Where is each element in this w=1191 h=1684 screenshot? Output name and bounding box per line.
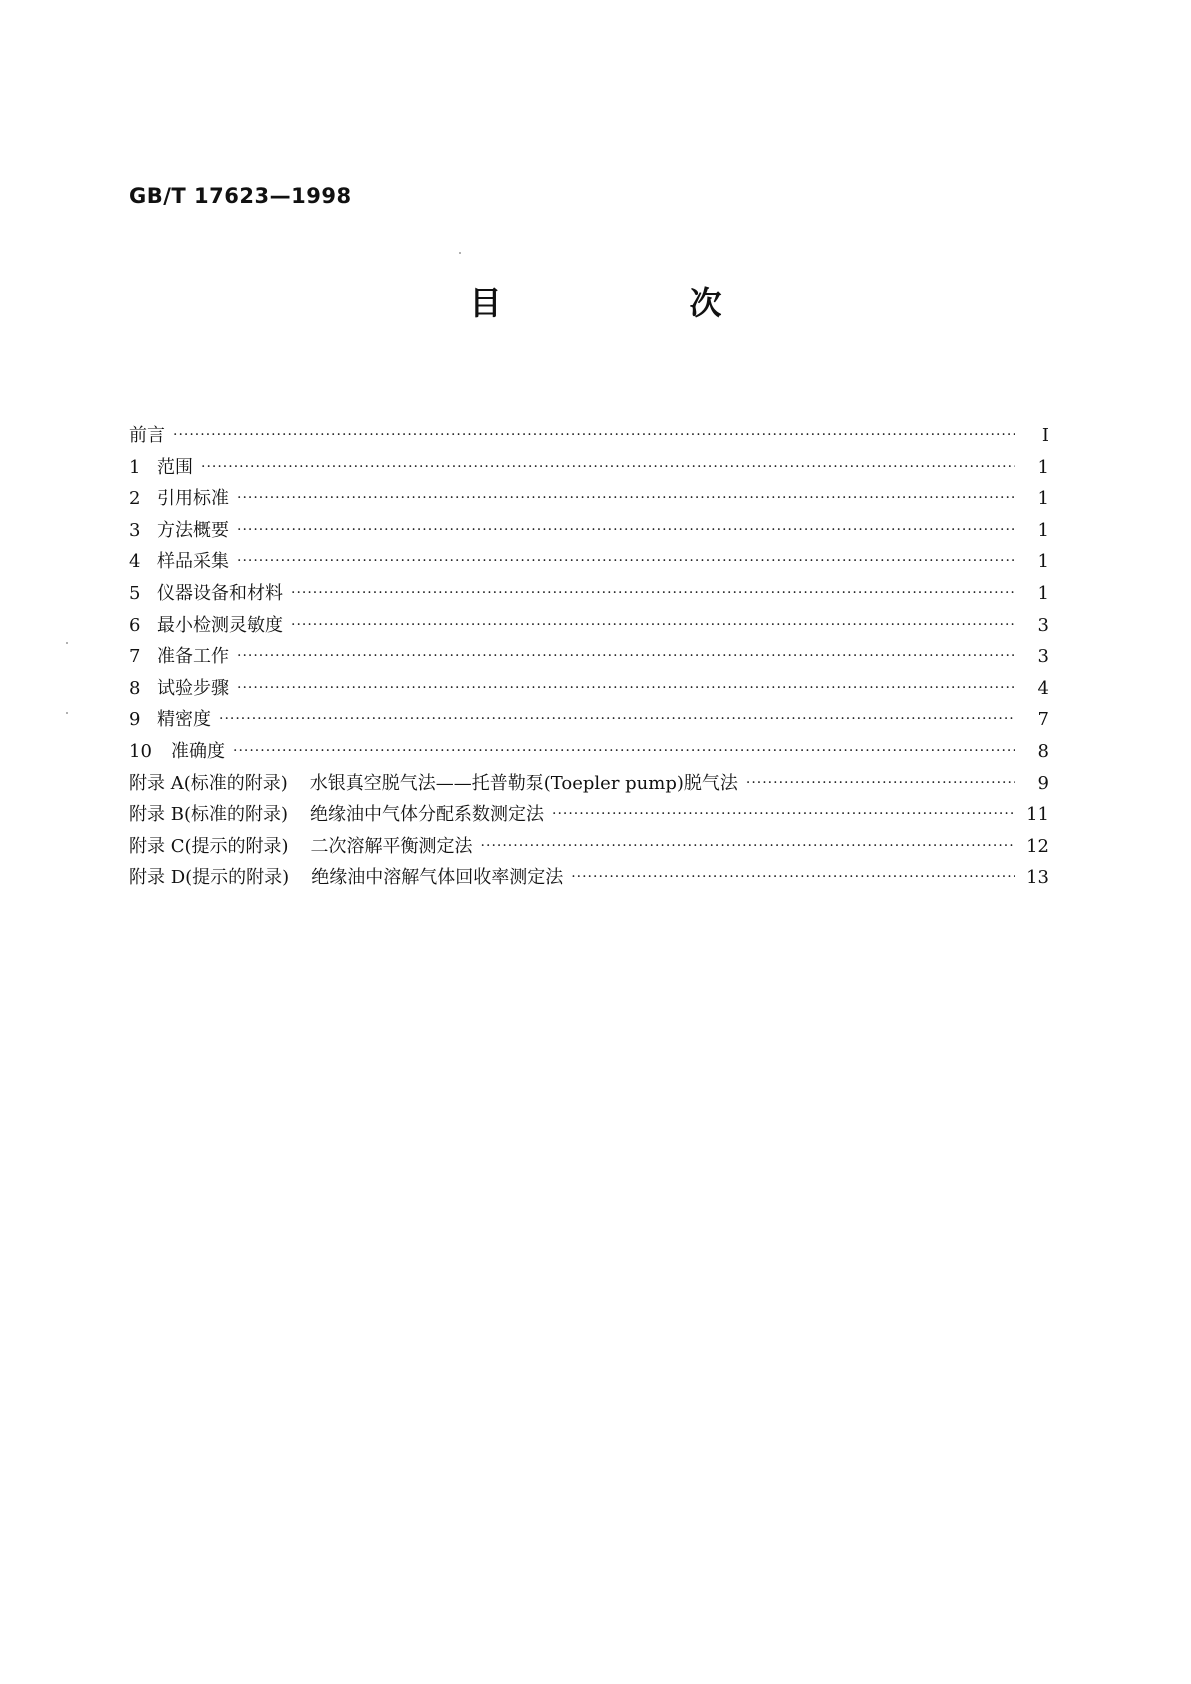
toc-entry-number: 5 (129, 582, 141, 604)
toc-appendix-tag: 附录 C(提示的附录) (129, 835, 289, 857)
toc-entry-label: 二次溶解平衡测定法 (310, 835, 473, 857)
toc-entry-page: Ⅰ (1041, 425, 1049, 446)
toc-entry-label: 最小检测灵敏度 (157, 614, 283, 636)
toc-leader (233, 743, 1015, 759)
toc-entry-page: 4 (1037, 677, 1049, 699)
toc-entry-number: 10 (129, 740, 152, 762)
toc-leader (481, 838, 1015, 854)
toc-entry-page: 8 (1037, 740, 1049, 762)
toc-appendix-tag: 附录 D(提示的附录) (129, 867, 290, 889)
toc-entry-number: 9 (129, 709, 141, 731)
toc-entry-page: 12 (1026, 835, 1049, 857)
toc-entry-page: 1 (1037, 488, 1049, 510)
toc-leader (571, 869, 1015, 885)
toc-leader (237, 490, 1015, 506)
toc-entry-number: 3 (129, 519, 141, 541)
toc-entry-4[interactable] (129, 547, 1049, 579)
toc-entry-label: 前言 (129, 425, 165, 446)
scan-speck (66, 712, 68, 714)
standard-code: GB/T 17623—1998 (129, 184, 352, 208)
toc-leader (237, 648, 1015, 664)
toc-entry-appendix-b[interactable] (129, 800, 1049, 832)
toc-entry-label: 方法概要 (157, 519, 229, 541)
toc-entry-label: 仪器设备和材料 (157, 582, 283, 604)
toc-leader (291, 585, 1015, 601)
toc-entry-appendix-d[interactable] (129, 863, 1049, 895)
toc-entry-1[interactable] (129, 453, 1049, 485)
page-title: 目 次 (469, 284, 800, 322)
toc-entry-page: 7 (1037, 709, 1049, 731)
toc-entry-page: 13 (1026, 867, 1049, 889)
toc-entry-9[interactable] (129, 705, 1049, 737)
toc-entry-label: 引用标准 (157, 488, 229, 510)
toc-appendix-tag: 附录 A(标准的附录) (129, 772, 288, 794)
toc-leader (237, 522, 1015, 538)
toc-entry-number: 7 (129, 646, 141, 668)
toc-entry-appendix-c[interactable] (129, 832, 1049, 864)
toc-appendix-tag: 附录 B(标准的附录) (129, 804, 288, 826)
toc-entry-page: 1 (1037, 456, 1049, 478)
toc-entry-6[interactable] (129, 611, 1049, 643)
toc-entry-8[interactable] (129, 674, 1049, 706)
scan-speck (66, 642, 68, 644)
toc-leader (746, 775, 1015, 791)
toc-entry-label: 范围 (157, 456, 193, 478)
toc-leader (219, 711, 1015, 727)
toc-entry-10[interactable] (129, 737, 1049, 769)
toc-entry-label: 绝缘油中溶解气体回收率测定法 (311, 867, 564, 889)
toc-entry-label: 试验步骤 (157, 677, 229, 699)
toc-entry-3[interactable] (129, 516, 1049, 548)
toc-entry-label: 样品采集 (157, 551, 229, 573)
toc-entry-number: 4 (129, 551, 141, 573)
toc-entry-number: 8 (129, 677, 141, 699)
table-of-contents (129, 421, 1049, 895)
toc-entry-label: 水银真空脱气法——托普勒泵(Toepler pump)脱气法 (309, 772, 738, 794)
toc-entry-page: 1 (1037, 551, 1049, 573)
scan-speck (459, 252, 461, 254)
toc-entry-appendix-a[interactable] (129, 769, 1049, 801)
toc-entry-page: 1 (1037, 582, 1049, 604)
toc-leader (237, 680, 1015, 696)
toc-entry-2[interactable] (129, 484, 1049, 516)
toc-entry-page: 11 (1026, 804, 1049, 826)
toc-entry-number: 1 (129, 456, 141, 478)
toc-leader (291, 617, 1015, 633)
toc-leader (237, 553, 1015, 569)
toc-entry-7[interactable] (129, 642, 1049, 674)
toc-entry-page: 3 (1037, 646, 1049, 668)
toc-entry-label: 准确度 (171, 740, 225, 762)
toc-entry-number: 6 (129, 614, 141, 636)
toc-entry-page: 9 (1037, 772, 1049, 794)
toc-entry-number: 2 (129, 488, 141, 510)
toc-leader (173, 427, 1015, 443)
toc-entry-preface[interactable] (129, 421, 1049, 453)
toc-entry-page: 1 (1037, 519, 1049, 541)
toc-entry-page: 3 (1037, 614, 1049, 636)
toc-entry-5[interactable] (129, 579, 1049, 611)
toc-entry-label: 准备工作 (157, 646, 229, 668)
toc-entry-label: 绝缘油中气体分配系数测定法 (310, 804, 544, 826)
toc-leader (201, 459, 1015, 475)
toc-leader (552, 806, 1015, 822)
toc-entry-label: 精密度 (157, 709, 211, 731)
